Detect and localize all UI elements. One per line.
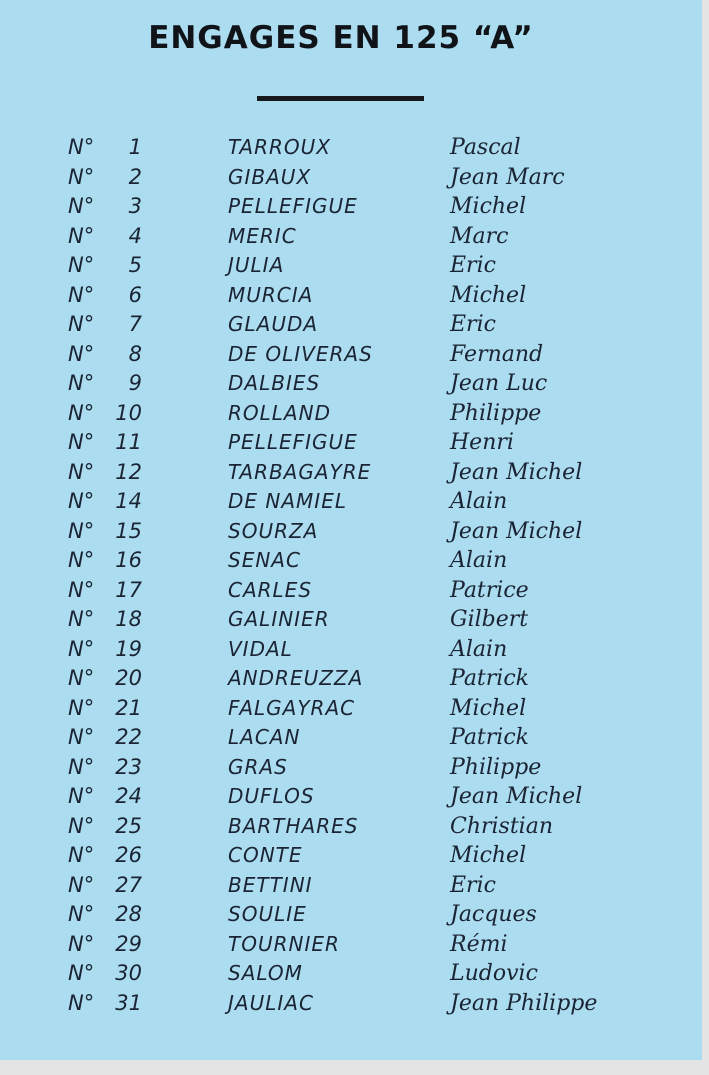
entry-first-name: Gilbert <box>450 607 529 632</box>
list-item <box>0 784 702 814</box>
number-label-text: N° <box>68 902 95 926</box>
list-item <box>0 755 702 785</box>
entry-last-name: VIDAL <box>228 636 293 661</box>
entry-last-name: PELLEFIGUE <box>228 430 358 454</box>
entry-number: 10 <box>115 400 142 425</box>
number-label-text: N° <box>68 371 95 395</box>
entry-number: 15 <box>115 518 142 543</box>
list-item <box>0 283 702 313</box>
entry-first-name: Jean Philippe <box>450 990 598 1016</box>
entry-number-label <box>68 725 118 749</box>
entry-first-name: Michel <box>450 282 527 308</box>
entry-first-name: Jean Luc <box>450 371 548 396</box>
entry-first-name: Patrick <box>450 725 529 750</box>
entry-last-name: PELLEFIGUE <box>228 194 358 218</box>
number-label-text: N° <box>68 695 95 720</box>
entry-number-label <box>68 843 118 867</box>
entry-first-name: Jean Marc <box>450 164 565 190</box>
entry-first-name: Eric <box>450 872 496 898</box>
entry-last-name: SOURZA <box>228 518 319 543</box>
entry-last-name: JAULIAC <box>228 990 314 1015</box>
number-label-text: N° <box>68 725 95 749</box>
entry-number-label <box>68 755 118 779</box>
entry-first-name: Alain <box>450 548 508 573</box>
entry-number: 14 <box>115 489 142 513</box>
entry-first-name: Philippe <box>450 754 542 780</box>
entry-number-label <box>68 135 118 159</box>
entry-number-label <box>68 430 118 454</box>
list-item <box>0 637 702 667</box>
entry-last-name: SENAC <box>228 548 301 572</box>
entry-number-label <box>68 519 118 543</box>
entry-last-name: GALINIER <box>228 607 330 631</box>
entry-last-name: TOURNIER <box>228 931 340 956</box>
entry-number-label <box>68 607 118 631</box>
number-label-text: N° <box>68 489 95 513</box>
list-item <box>0 873 702 903</box>
entry-last-name: DE OLIVERAS <box>228 341 373 366</box>
number-label-text: N° <box>68 430 95 454</box>
entry-number-label <box>68 371 118 395</box>
number-label-text: N° <box>68 784 95 808</box>
entry-number-label <box>68 637 118 661</box>
entry-last-name: CONTE <box>228 843 303 867</box>
entry-first-name: Jean Michel <box>450 518 583 544</box>
list-item <box>0 401 702 431</box>
number-label-text: N° <box>68 135 95 159</box>
entry-number-label <box>68 873 118 897</box>
entry-number-label <box>68 578 118 602</box>
entry-first-name: Pascal <box>450 135 521 160</box>
entry-last-name: MURCIA <box>228 282 314 307</box>
entry-number: 2 <box>128 164 142 189</box>
number-label-text: N° <box>68 666 95 690</box>
entry-last-name: ANDREUZZA <box>228 666 364 690</box>
entry-number: 5 <box>128 253 142 277</box>
entry-first-name: Michel <box>450 843 527 868</box>
entry-number: 3 <box>128 194 142 218</box>
list-item <box>0 371 702 401</box>
number-label-text: N° <box>68 843 95 867</box>
entry-number: 4 <box>128 223 142 248</box>
entry-first-name: Alain <box>450 636 508 662</box>
number-label-text: N° <box>68 282 95 307</box>
entry-last-name: CARLES <box>228 577 313 602</box>
page-title: ENGAGES EN 125 “A” <box>148 20 534 56</box>
entry-number-label <box>68 489 118 513</box>
entry-first-name: Eric <box>450 312 496 337</box>
number-label-text: N° <box>68 223 95 248</box>
entry-number: 12 <box>115 459 142 484</box>
entry-number: 8 <box>128 341 142 366</box>
list-item <box>0 696 702 726</box>
entry-number-label <box>68 902 118 926</box>
entry-number: 17 <box>115 577 142 602</box>
entry-first-name: Michel <box>450 194 527 219</box>
entry-number-label <box>68 283 118 307</box>
list-item <box>0 519 702 549</box>
number-label-text: N° <box>68 754 95 779</box>
entry-first-name: Patrice <box>450 577 529 603</box>
entry-first-name: Philippe <box>450 400 542 426</box>
list-item <box>0 843 702 873</box>
list-item <box>0 194 702 224</box>
entry-last-name: DALBIES <box>228 371 321 395</box>
entry-number: 18 <box>115 607 142 631</box>
list-item <box>0 165 702 195</box>
entries-list <box>0 135 702 1020</box>
number-label-text: N° <box>68 164 95 189</box>
number-label-text: N° <box>68 931 95 956</box>
entry-number-label <box>68 253 118 277</box>
entry-number: 9 <box>128 371 142 395</box>
entry-number: 11 <box>115 430 142 454</box>
number-label-text: N° <box>68 459 95 484</box>
entry-number-label <box>68 991 118 1015</box>
entry-number-label <box>68 165 118 189</box>
entry-number: 20 <box>115 666 142 690</box>
entry-last-name: FALGAYRAC <box>228 695 356 720</box>
entry-last-name: TARROUX <box>228 135 331 159</box>
entry-first-name: Christian <box>450 813 554 839</box>
entry-last-name: GLAUDA <box>228 312 319 336</box>
list-item <box>0 932 702 962</box>
number-label-text: N° <box>68 341 95 366</box>
entry-number-label <box>68 194 118 218</box>
entry-first-name: Jean Michel <box>450 459 583 485</box>
number-label-text: N° <box>68 253 95 277</box>
list-item <box>0 725 702 755</box>
entry-number-label <box>68 401 118 425</box>
list-item <box>0 312 702 342</box>
entry-first-name: Marc <box>450 223 509 249</box>
entry-number: 19 <box>115 636 142 661</box>
entry-number: 24 <box>115 784 142 808</box>
number-label-text: N° <box>68 961 95 985</box>
entry-last-name: GIBAUX <box>228 164 312 189</box>
list-item <box>0 666 702 696</box>
entry-number-label <box>68 814 118 838</box>
list-item <box>0 902 702 932</box>
entry-number-label <box>68 666 118 690</box>
entry-last-name: DUFLOS <box>228 784 315 808</box>
number-label-text: N° <box>68 990 95 1015</box>
entry-number: 7 <box>128 312 142 336</box>
list-item <box>0 548 702 578</box>
entry-first-name: Jacques <box>450 902 537 927</box>
list-item <box>0 814 702 844</box>
entry-number: 25 <box>115 813 142 838</box>
list-item <box>0 607 702 637</box>
entry-number: 23 <box>115 754 142 779</box>
entry-last-name: DE NAMIEL <box>228 489 347 513</box>
entry-number-label <box>68 548 118 572</box>
number-label-text: N° <box>68 872 95 897</box>
entry-last-name: LACAN <box>228 725 301 749</box>
number-label-text: N° <box>68 400 95 425</box>
entry-number: 26 <box>115 843 142 867</box>
entry-number: 6 <box>128 282 142 307</box>
number-label-text: N° <box>68 577 95 602</box>
entry-number: 21 <box>115 695 142 720</box>
entry-first-name: Henri <box>450 430 514 455</box>
entry-number: 29 <box>115 931 142 956</box>
number-label-text: N° <box>68 636 95 661</box>
entry-last-name: ROLLAND <box>228 400 331 425</box>
entry-last-name: BARTHARES <box>228 813 359 838</box>
entry-number: 1 <box>128 135 142 159</box>
entry-first-name: Ludovic <box>450 961 538 986</box>
entry-number-label <box>68 696 118 720</box>
list-item <box>0 342 702 372</box>
number-label-text: N° <box>68 518 95 543</box>
entry-first-name: Eric <box>450 253 496 278</box>
entry-number: 31 <box>115 990 142 1015</box>
entry-number-label <box>68 460 118 484</box>
entry-last-name: GRAS <box>228 754 288 779</box>
entry-last-name: SOULIE <box>228 902 307 926</box>
list-item <box>0 460 702 490</box>
entry-last-name: TARBAGAYRE <box>228 459 372 484</box>
entry-number: 27 <box>115 872 142 897</box>
title-underline <box>257 96 424 101</box>
list-item <box>0 991 702 1021</box>
list-item <box>0 135 702 165</box>
list-item <box>0 430 702 460</box>
entry-first-name: Jean Michel <box>450 784 583 809</box>
list-item <box>0 253 702 283</box>
entry-number: 28 <box>115 902 142 926</box>
entry-number-label <box>68 342 118 366</box>
entry-number-label <box>68 961 118 985</box>
entry-number: 22 <box>115 725 142 749</box>
entry-first-name: Michel <box>450 695 527 721</box>
number-label-text: N° <box>68 813 95 838</box>
number-label-text: N° <box>68 607 95 631</box>
entry-number-label <box>68 784 118 808</box>
number-label-text: N° <box>68 548 95 572</box>
entry-first-name: Rémi <box>450 931 508 957</box>
entry-number: 16 <box>115 548 142 572</box>
entry-last-name: MERIC <box>228 223 297 248</box>
entry-last-name: BETTINI <box>228 872 313 897</box>
number-label-text: N° <box>68 194 95 218</box>
entry-first-name: Patrick <box>450 666 529 691</box>
entry-number-label <box>68 932 118 956</box>
list-item <box>0 961 702 991</box>
entry-first-name: Alain <box>450 489 508 514</box>
number-label-text: N° <box>68 312 95 336</box>
list-item <box>0 489 702 519</box>
entry-number-label <box>68 312 118 336</box>
entry-last-name: SALOM <box>228 961 303 985</box>
entry-number: 30 <box>115 961 142 985</box>
entry-first-name: Fernand <box>450 341 544 367</box>
list-item <box>0 578 702 608</box>
list-item <box>0 224 702 254</box>
entry-number-label <box>68 224 118 248</box>
entry-last-name: JULIA <box>228 253 285 277</box>
